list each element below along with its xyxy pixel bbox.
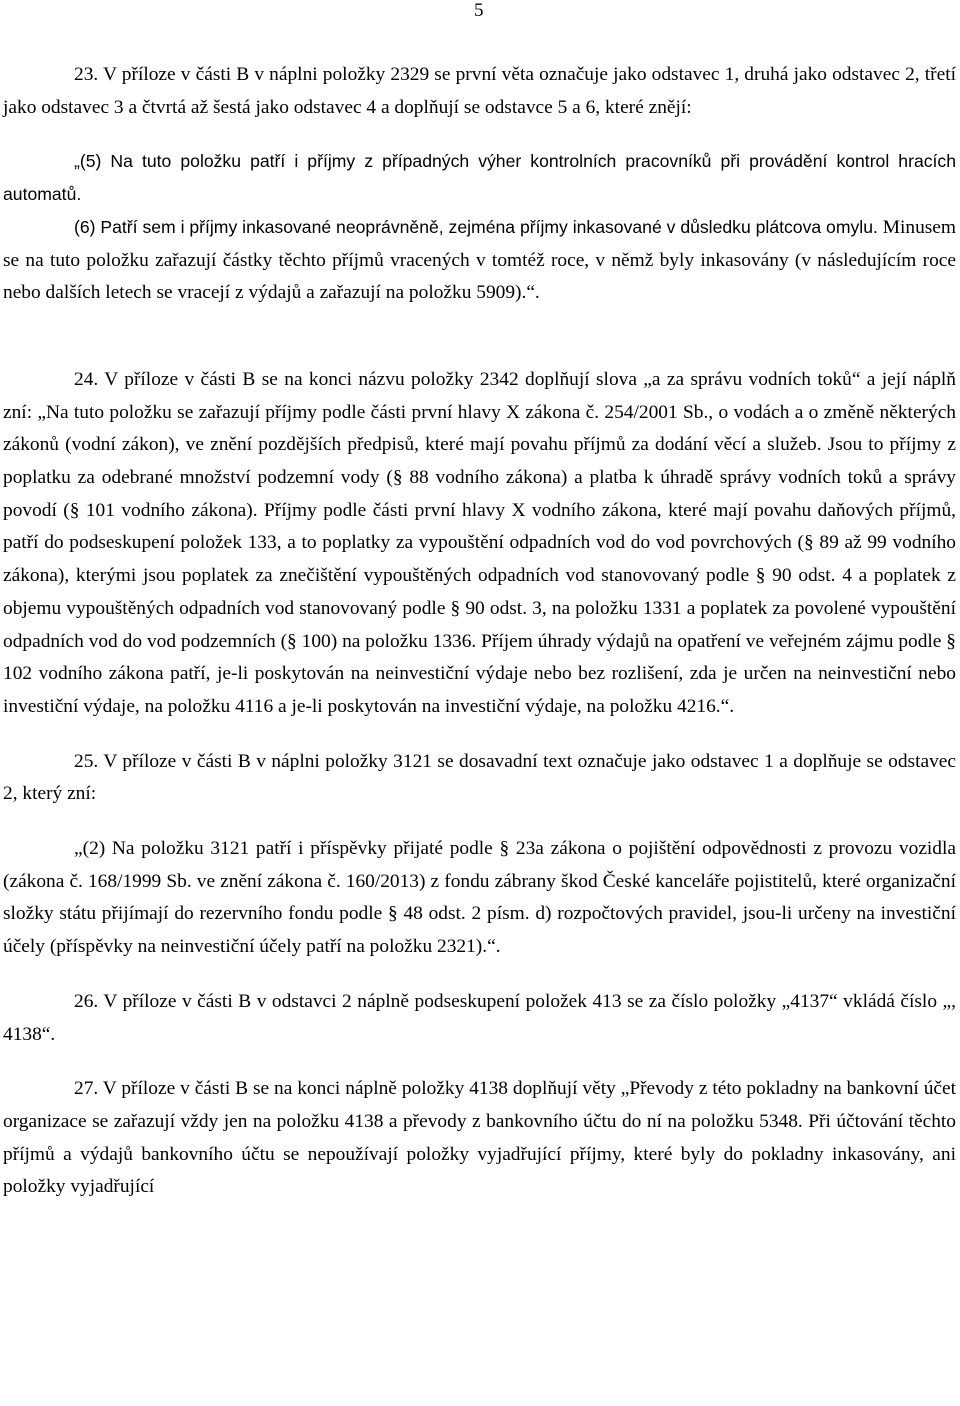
item-26: 26. V příloze v části B v odstavci 2 náplně podseskupení položek 413 se za číslo položky „4137“ vkládá číslo „, 4138“. (3, 990, 956, 1045)
item-23-paragraph-6 (3, 211, 956, 310)
item-27: 27. V příloze v části B se na konci náplně položky 4138 doplňují věty „Převody z této pokladny na bankovní účet organizace se zařazují vždy jen na položku 4138 a převody z bankovního účtu do ní na položku 5348. Při účtování těchto příjmů a výdajů bankovního účtu se nepoužívají položky vyjadřující příjmy, které byly do pokladny inkasovány, ani položky vyjadřující (3, 1078, 956, 1198)
item-24: 24. V příloze v části B se na konci názvu položky 2342 doplňují slova „a za správu vodních toků“ a její náplň zní: „Na tuto položku se zařazují příjmy podle části první hlavy X zákona č. 254/2001 Sb., o vodách a o změně některých zákonů (vodní zákon), ve znění pozdějších předpisů, které mají povahu příjmů za dodání věcí a služeb. Jsou to příjmy z poplatku za odebrané množství podzemní vody (§ 88 vodního zákona) a platba k úhradě správy vodních toků a správy povodí (§ 101 vodního zákona). Příjmy podle části první hlavy X vodního zákona, které mají povahu daňových příjmů, patří do podseskupení položek 133, a to poplatky za vypouštění odpadních vod do vod povrchových (§ 89 až 99 vodního zákona), kterými jsou poplatek za znečištění vypouštěných odpadních vod stanovovaný podle § 90 odst. 4 a poplatek z objemu vypouštěných odpadních vod stanovovaný podle § 90 odst. 3, na položku 1331 a poplatek za povolené vypouštění odpadních vod do vod podzemních (§ 100) na položku 1336. Příjem úhrady výdajů na opatření ve veřejném zájmu podle § 102 vodního zákona patří, je-li poskytován na neinvestiční výdaje nebo bez rozlišení, zda je určen na neinvestiční nebo investiční výdaje, na položku 4116 a je-li poskytován na investiční výdaje, na položku 4216.“. (3, 368, 956, 717)
item-23-paragraph-6-first: (6) Patří sem i příjmy inkasované neoprávněně, zejména příjmy inkasované v důsledku plátcova omylu. (74, 216, 878, 237)
document-body (3, 59, 956, 1204)
item-25-paragraph-2: „(2) Na položku 3121 patří i příspěvky přijaté podle § 23a zákona o pojištění odpovědnosti z provozu vozidla (zákona č. 168/1999 Sb. ve znění zákona č. 160/2013) z fondu zábrany škod České kanceláře pojistitelů, které organizační složky státu přijímají do rezervního fondu podle § 48 odst. 2 písm. d) rozpočtových pravidel, jsou-li určeny na investiční účely (příspěvky na neinvestiční účely patří na položku 2321).“. (3, 838, 956, 958)
item-23-paragraph-5: „(5) Na tuto položku patří i příjmy z případných výher kontrolních pracovníků při provádění kontrol hracích automatů. (3, 151, 956, 205)
item-25-intro: 25. V příloze v části B v náplni položky 3121 se dosavadní text označuje jako odstavec 1 a doplňuje se odstavec 2, který zní: (3, 750, 956, 805)
item-23-intro: 23. V příloze v části B v náplni položky 2329 se první věta označuje jako odstavec 1, druhá jako odstavec 2, třetí jako odstavec 3 a čtvrtá až šestá jako odstavec 4 a doplňují se odstavce 5 a 6, které znějí: (3, 64, 956, 118)
page-number: 5 (474, 0, 484, 21)
item-23-paragraph-6-rest: Minusem se na tuto položku zařazují částky těchto příjmů vracených v tomtéž roce, v němž byly inkasovány (v následujícím roce nebo dalších letech se vracejí z výdajů a zařazují na položku 5909).“. (3, 216, 956, 304)
